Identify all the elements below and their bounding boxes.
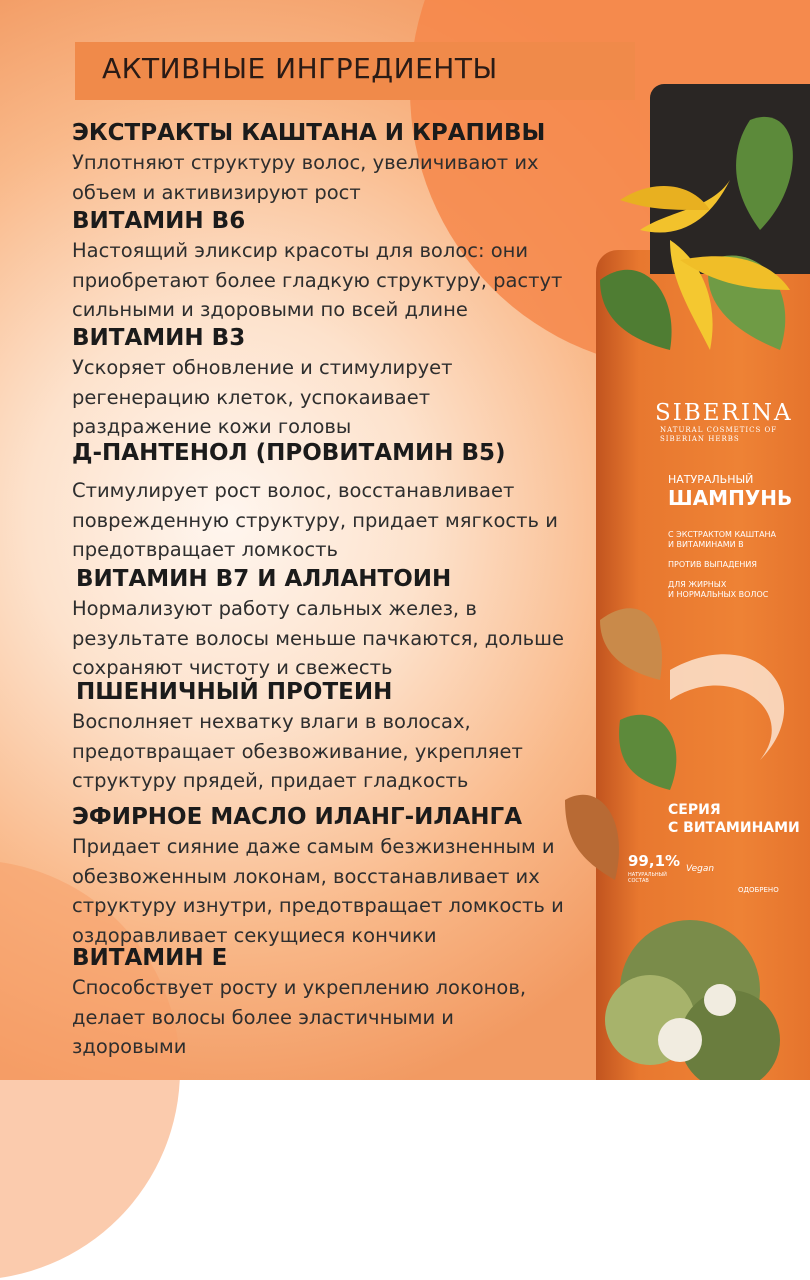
label-shampoo: ШАМПУНЬ xyxy=(668,486,793,510)
ingredient-desc: раздражение кожи головы xyxy=(72,415,352,438)
ingredient-title: ВИТАМИН В7 И АЛЛАНТОИН xyxy=(76,566,452,592)
ingredient-title: ВИТАМИН В3 xyxy=(72,325,246,351)
ingredient-title: ВИТАМИН В6 xyxy=(72,208,246,234)
ingredient-desc: приобретают более гладкую структуру, растут xyxy=(72,268,563,292)
ingredient-desc: обезвоженным локонам, восстанавливает их xyxy=(72,864,540,888)
label-desc-2: И ВИТАМИНАМИ В xyxy=(668,540,744,549)
ingredient-title: Д-ПАНТЕНОЛ (ПРОВИТАМИН В5) xyxy=(72,440,506,466)
ingredient-item xyxy=(72,802,612,950)
ingredient-desc: сильными и здоровыми по всей длине xyxy=(72,298,468,321)
leaf-icon xyxy=(619,715,676,790)
ingredient-desc: предотвращает ломкость xyxy=(72,538,338,561)
ingredient-item xyxy=(72,118,612,207)
flower-icon xyxy=(620,186,710,210)
ingredient-desc: структуру прядей, придает гладкость xyxy=(72,769,469,792)
ingredient-item xyxy=(72,943,612,1062)
brand-logo: SIBERINA xyxy=(655,400,793,426)
ingredient-desc: Ускоряет обновление и стимулирует xyxy=(72,356,453,379)
ingredient-item xyxy=(72,206,612,325)
label-desc-5: И НОРМАЛЬНЫХ ВОЛОС xyxy=(668,590,769,599)
ingredient-item xyxy=(72,323,612,442)
ingredient-desc: Придает сияние даже самым безжизненным и xyxy=(72,835,555,858)
label-desc-4: ДЛЯ ЖИРНЫХ xyxy=(668,580,727,589)
natural-percent-sub: НАТУРАЛЬНЫЙ СОСТАВ xyxy=(628,872,667,884)
label-natural: НАТУРАЛЬНЫЙ xyxy=(668,473,754,486)
ingredient-desc: оздоравливает секущиеся кончики xyxy=(72,923,437,947)
ingredient-desc: Настоящий эликсир красоты для волос: они xyxy=(72,239,529,262)
series-label-2: С ВИТАМИНАМИ xyxy=(668,820,800,836)
ingredient-desc: Восполняет нехватку влаги в волосах, xyxy=(72,710,471,733)
approved-badge: ОДОБРЕНО xyxy=(738,886,779,894)
ingredient-desc: результате волосы меньше пачкаются, дольше xyxy=(72,626,565,650)
ingredient-desc: Стимулирует рост волос, восстанавливает xyxy=(72,479,515,502)
vegan-badge: Vegan xyxy=(686,864,715,874)
ingredient-desc: Способствует росту и укреплению локонов, xyxy=(72,976,527,999)
ingredient-desc: объем и активизируют рост xyxy=(72,180,361,204)
ingredient-item xyxy=(72,564,612,683)
brand-subtitle: NATURAL COSMETICS OF SIBERIAN HERBS xyxy=(660,426,778,443)
label-desc-1: С ЭКСТРАКТОМ КАШТАНА xyxy=(668,530,777,539)
ingredient-desc: сохраняют чистоту и свежесть xyxy=(72,656,393,679)
ingredient-title: ЭФИРНОЕ МАСЛО ИЛАНГ-ИЛАНГА xyxy=(72,804,523,830)
page-title: АКТИВНЫЕ ИНГРЕДИЕНТЫ xyxy=(102,52,498,85)
ingredient-title: ПШЕНИЧНЫЙ ПРОТЕИН xyxy=(76,679,393,705)
label-desc-3: ПРОТИВ ВЫПАДЕНИЯ xyxy=(668,560,757,569)
ingredient-desc: структуру изнутри, предотвращает ломкость и xyxy=(72,894,564,917)
ingredient-desc: поврежденную структуру, придает мягкость и xyxy=(72,508,558,532)
ingredient-desc: здоровыми xyxy=(72,1035,187,1058)
ingredient-title: ВИТАМИН Е xyxy=(72,945,228,971)
ingredient-item xyxy=(72,438,612,565)
ingredient-item xyxy=(72,677,612,796)
series-label-1: СЕРИЯ xyxy=(668,802,721,818)
ingredient-title: ЭКСТРАКТЫ КАШТАНА И КРАПИВЫ xyxy=(72,120,546,146)
ingredient-desc: предотвращает обезвоживание, укрепляет xyxy=(72,739,523,763)
flower-icon xyxy=(670,240,713,350)
ingredient-desc: делает волосы более эластичными и xyxy=(72,1005,454,1029)
natural-percent: 99,1% xyxy=(628,852,681,870)
ingredient-desc: Нормализуют работу сальных желез, в xyxy=(72,597,477,620)
ingredient-desc: регенерацию клеток, успокаивает xyxy=(72,385,431,409)
leaf-icon xyxy=(736,117,793,230)
ingredient-desc: Уплотняют структуру волос, увеличивают их xyxy=(72,151,539,174)
